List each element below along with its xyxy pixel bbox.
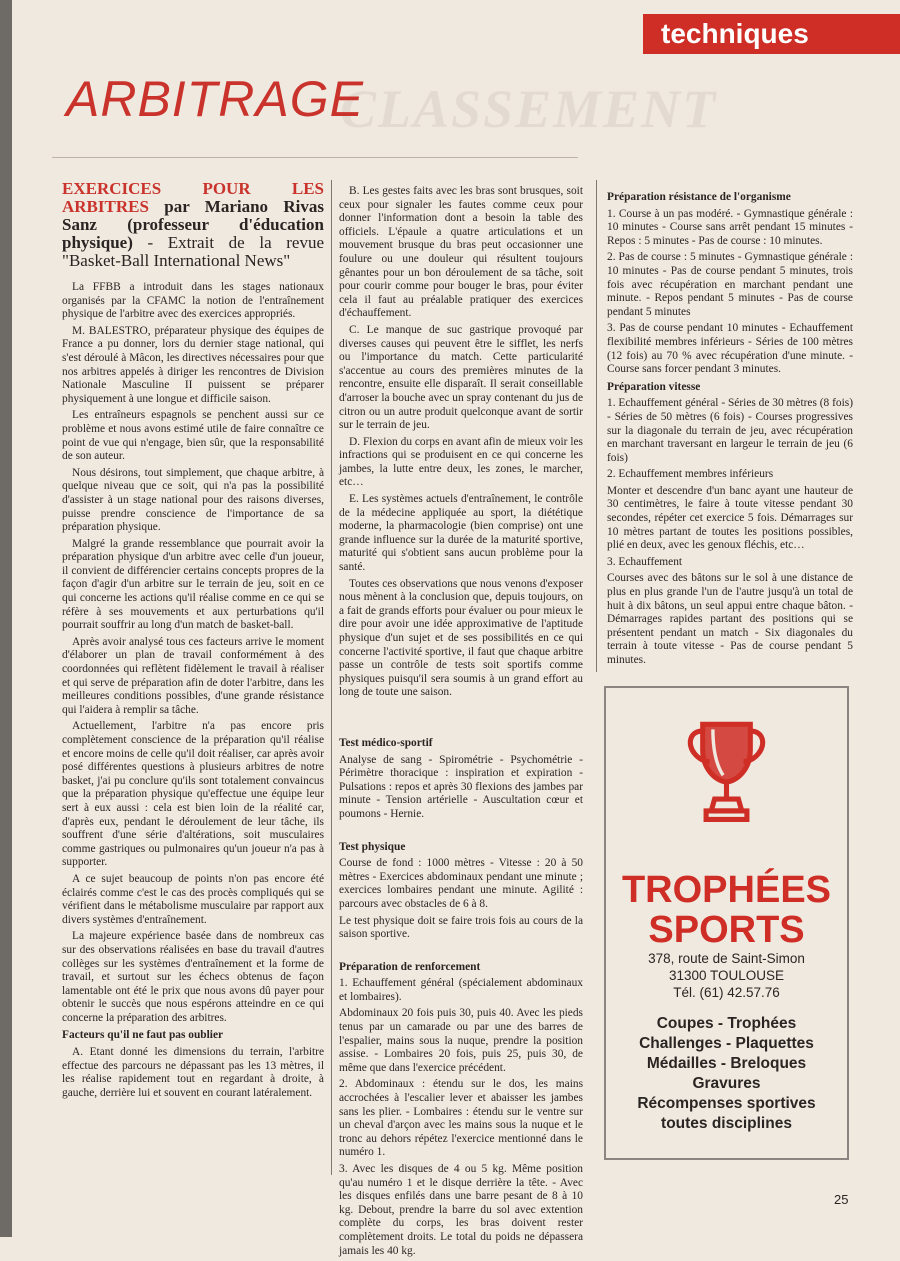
- paragraph: Analyse de sang - Spirométrie - Psychométrie - Périmètre thoracique : inspiration et expiration - Pulsations : repos et après 30 flexions des jambes par minute - Tension artérielle - Auscultation cœur et poumons - Hernie.: [339, 753, 583, 820]
- ad-address: [606, 950, 847, 1001]
- sub-heading: Test médico-sportif: [339, 736, 433, 749]
- paragraph: E. Les systèmes actuels d'entraînement, le contrôle de la médecine appliquée au sport, la diététique moderne, la pharmacologie (bien comprise) ont une grande influence sur la durée de la maturité sportive, maturité qui s'obtient sans aucun problème pour la santé.: [339, 493, 583, 574]
- list-item: Monter et descendre d'un banc ayant une hauteur de 30 centimètres, le faire à toute vitesse pendant 30 secondes, répéter cet exercice 5 fois. Démarrages sur 10 mètres partant de toutes les positions possibles, plié en deux, avec les genoux fléchis, etc…: [607, 484, 853, 552]
- ad-brand-line1: TROPHÉES: [621, 869, 832, 911]
- page-title: ARBITRAGE: [66, 71, 364, 127]
- list-item: 3. Pas de course pendant 10 minutes - Echauffement flexibilité membres inférieurs - Séries de 100 mètres (12 fois) au 70 % avec récupération d'une minute. - Course sans forcer pendant 3 minutes.: [607, 322, 853, 376]
- sub-heading: Facteurs qu'il ne faut pas oublier: [62, 1029, 224, 1042]
- trophees-sports-ad: [604, 686, 849, 1160]
- list-item: 1. Course à un pas modéré. - Gymnastique générale : 10 minutes - Course sans arrêt pendant 15 minutes - Repos : 5 minutes - Pas de course : 10 minutes.: [607, 207, 853, 247]
- trophy-cup-icon: [684, 706, 769, 836]
- paragraph: C. Le manque de suc gastrique provoqué par diverses causes qui peuvent être le sifflet, les nerfs ou l'importance du match. Cette particularité s'accentue au cours des premières minutes de la rencontre, ensuite elle disparaît. Il serait conseillable d'arroser la bouche avec un spray contenant du jus de citron ou un autre produit quelconque avant de sortir sur le terrain de jeu.: [339, 323, 583, 432]
- binding-gutter: [0, 0, 12, 1237]
- ad-phone: Tél. (61) 42.57.76: [673, 985, 780, 1000]
- paragraph: Course de fond : 1000 mètres - Vitesse : 20 à 50 mètres - Exercices abdominaux pendant une minute ; exercices lombaires pendant une minute. Agilité : parcours avec obstacles de 6 à 8.: [339, 857, 583, 910]
- list-item: 1. Echauffement général (spécialement abdominaux et lombaires).: [339, 977, 583, 1003]
- paragraph: Nous désirons, tout simplement, que chaque arbitre, à quelque niveau que ce soit, qui n'a pas la possibilité d'assister à un stage national pour des raisons diverses, puisse prendre conscience de l'importance de sa préparation physique.: [62, 466, 324, 534]
- ad-offer: Challenges - Plaquettes: [639, 1035, 814, 1052]
- paragraph: Toutes ces observations que nous venons d'exposer nous mènent à la conclusion que, depuis toujours, on a fait de grands efforts pour évaluer ou pour mieux le dire pour avoir une idée approximative de l'aptitude physique d'un sujet et de ses possibilités en ce qui concerne l'activité sportive, il faut que chaque arbitre passe un contrôle de tests soit sportifs comme physiques puisqu'il sera soumis à un grand effort au long de toute une saison.: [339, 577, 583, 699]
- list-item: 2. Abdominaux : étendu sur le dos, les mains accrochées à l'escalier lever et abaisser les jambes sans les plier. - Lombaires : étendu sur le ventre sur un cheval d'arçon avec les mains sous la nuque et le tronc au dehors répétez l'exercice mentionné dans le numéro 1.: [339, 1078, 583, 1159]
- paragraph: Le test physique doit se faire trois fois au cours de la saison sportive.: [339, 914, 583, 941]
- column-3: [607, 187, 853, 671]
- paragraph: A. Etant donné les dimensions du terrain, l'arbitre effectue des parcours ne dépassant pas les 13 mètres, il les réalise rapidement tout en regardant à droite, à gauche, derrière lui et souvent en courant latéralement.: [62, 1046, 324, 1099]
- ad-brand-line2: SPORTS: [648, 909, 805, 951]
- ad-street: 378, route de Saint-Simon: [648, 951, 805, 966]
- list-item: 2. Echauffement membres inférieurs: [607, 468, 774, 481]
- ad-city: 31300 TOULOUSE: [668, 968, 785, 983]
- list-item: 2. Pas de course : 5 minutes - Gymnastique générale : 10 minutes - Pas de course pendant 5 minutes, trois fois avec récupération en marchant pendant une minute. - Repos pendant 5 minutes - Pas de course pendant 5 minutes: [607, 251, 853, 318]
- column-divider: [331, 180, 332, 1175]
- column-divider: [596, 180, 597, 672]
- list-item: 3. Echauffement: [607, 555, 683, 568]
- paragraph: M. BALESTRO, préparateur physique des équipes de France a pu donner, lors du dernier stage national, qui s'est déroulé à Mâcon, les directives nécessaires pour que nos arbitres appelés à diriger les rencontres de Division Nationale Masculine II puissent se préparer physiquement à une longue et difficile saison.: [62, 324, 324, 405]
- page-number: 25: [834, 1192, 849, 1207]
- list-item: 1. Echauffement général - Séries de 30 mètres (8 fois) - Séries de 50 mètres (6 fois) - Courses progressives sur la diagonale du terrain de jeu, avec récupération en marchant traversant en largeur le terrain de jeu (6 fois): [607, 397, 853, 464]
- paragraph: Malgré la grande ressemblance que pourrait avoir la préparation physique d'un arbitre avec celle d'un joueur, il convient de différencier certains concepts propres de la façon d'agir d'un arbitre sur le terrain de jeu, soit en ce qui concerne les actions qu'il réalise comme en ce qui se réfère à ses mouvements et aux perturbations qu'il pourrait souffrir au long d'un match de basket-ball.: [62, 537, 324, 632]
- title-rule: [52, 157, 578, 158]
- paragraph: La FFBB a introduit dans les stages nationaux organisés par la CFAMC la notion de l'entraînement physique de l'arbitre avec des exercices appropriés.: [62, 281, 324, 321]
- ad-offer: toutes disciplines: [661, 1115, 792, 1132]
- sub-heading: Préparation résistance de l'organisme: [607, 191, 791, 203]
- paragraph: Après avoir analysé tous ces facteurs arrive le moment d'élaborer un plan de travail conformément à des coordonnées qui reflètent fidèlement le travail à réaliser et qui serve de préparation afin de doter l'arbitre, dans les meilleures conditions possibles, d'une grande résistance qui l'aidera à remplir sa tâche.: [62, 635, 324, 716]
- column-1: [62, 180, 324, 1103]
- ad-offer: Gravures: [692, 1075, 761, 1092]
- list-item: Abdominaux 20 fois puis 30, puis 40. Avec les pieds tenus par un camarade ou par une des barres de l'espalier, mains sous la nuque, prendre la position assise. - Lombaires 20 fois, puis 25, puis 30, de même que dans l'exercice précédent.: [339, 1007, 583, 1074]
- ad-offer: Coupes - Trophées: [656, 1015, 797, 1032]
- paragraph: D. Flexion du corps en avant afin de mieux voir les infractions qui se produisent en ce qui concerne les jambes, la lutte entre deux, les zones, le marcher, etc…: [339, 435, 583, 489]
- section-banner: techniques: [643, 14, 900, 54]
- paragraph: Les entraîneurs espagnols se penchent aussi sur ce problème et nous avons estimé utile de faire connaître ce point de vue qui n'engage, bien sûr, que la responsabilité de son auteur.: [62, 409, 324, 463]
- paragraph: A ce sujet beaucoup de points n'on pas encore été éclairés comme c'est le cas des procès compliqués qui se vérifient dans le métabolisme musculaire par rapport aux divers systèmes d'entraînement.: [62, 872, 324, 926]
- article-heading: [62, 180, 324, 270]
- heading-author: par Mariano Rivas Sanz (professeur d'éducation physique): [62, 197, 325, 252]
- ad-offers: [606, 1014, 847, 1134]
- list-item: 3. Avec les disques de 4 ou 5 kg. Même position qu'au numéro 1 et le disque derrière la tête. - Avec les disques enfilés dans une barre pesant de 8 à 10 kg. Debout, prendre la barre du sol avec extention complète du corps, les bras doivent rester complètement droits. Le total du poids ne dépassera jamais les 40 kg.: [339, 1163, 583, 1257]
- paragraph: Actuellement, l'arbitre n'a pas encore pris complètement conscience de la préparation qu'il réalise et encore moins de celle qu'il doit réaliser, car après avoir posé différentes questions à plusieurs arbitres de notre basket, j'ai pu conclure qu'ils sont totalement convaincus que la préparation physique qu'effectue une équipe leur sert à eux aussi : cela est bien loin de la réalité car, d'après eux, pendant le déroulement de leur tâche, ils souffrent d'une série d'altérations, soit musculaires comme gastriques ou pulmonaires qu'un joueur n'a pas à supporter.: [62, 720, 324, 869]
- sub-heading: Préparation vitesse: [607, 380, 701, 393]
- paragraph: La majeure expérience basée dans de nombreux cas sur des observations réalisées en base du travail d'autres collèges sur les systèmes d'entraînement et la forme de travail, et surtout sur les échecs obtenus de façon lamentable ont été le prix que nous avons dû payer pour obtenir le succès que nous espérons atteindre en ce qui concerne la préparation des arbitres.: [62, 930, 324, 1024]
- sub-heading: Préparation de renforcement: [339, 960, 481, 973]
- sub-heading: Test physique: [339, 840, 406, 853]
- heading-title: EXERCICES POUR LES ARBITRES: [62, 179, 324, 216]
- ad-brand: [606, 870, 847, 950]
- heading-source: - Extrait de la revue "Basket-Ball International News": [62, 233, 324, 270]
- paragraph: B. Les gestes faits avec les bras sont brusques, soit ceux pour signaler les fautes comme ceux pour donner l'information dont a besoin la table des officiels. L'épaule a quatre articulations et un mouvement brusque du bras peut occasionner une foulure ou une douleur qui résultent toujours gênantes pour un bon déroulement de sa tâche, soit pour courir comme pour bouger le bras, pour éviter cela il faut au préalable pratiquer des exercices d'échauffement.: [339, 185, 583, 320]
- column-2: [339, 185, 583, 1261]
- ad-offer: Médailles - Breloques: [646, 1055, 807, 1072]
- ad-offer: Récompenses sportives: [637, 1095, 816, 1112]
- show-through-text: CLASSEMENT: [340, 79, 718, 139]
- list-item: Courses avec des bâtons sur le sol à une distance de plus en plus grande l'un de l'autre jusqu'à un total de huit à dix bâtons, un seul appui entre chaque bâton. - Démarrages rapides partant des positions qui se présentent pendant un match - Six diagonales du terrain à toute vitesse - Pas de course pendant 5 minutes.: [607, 572, 853, 666]
